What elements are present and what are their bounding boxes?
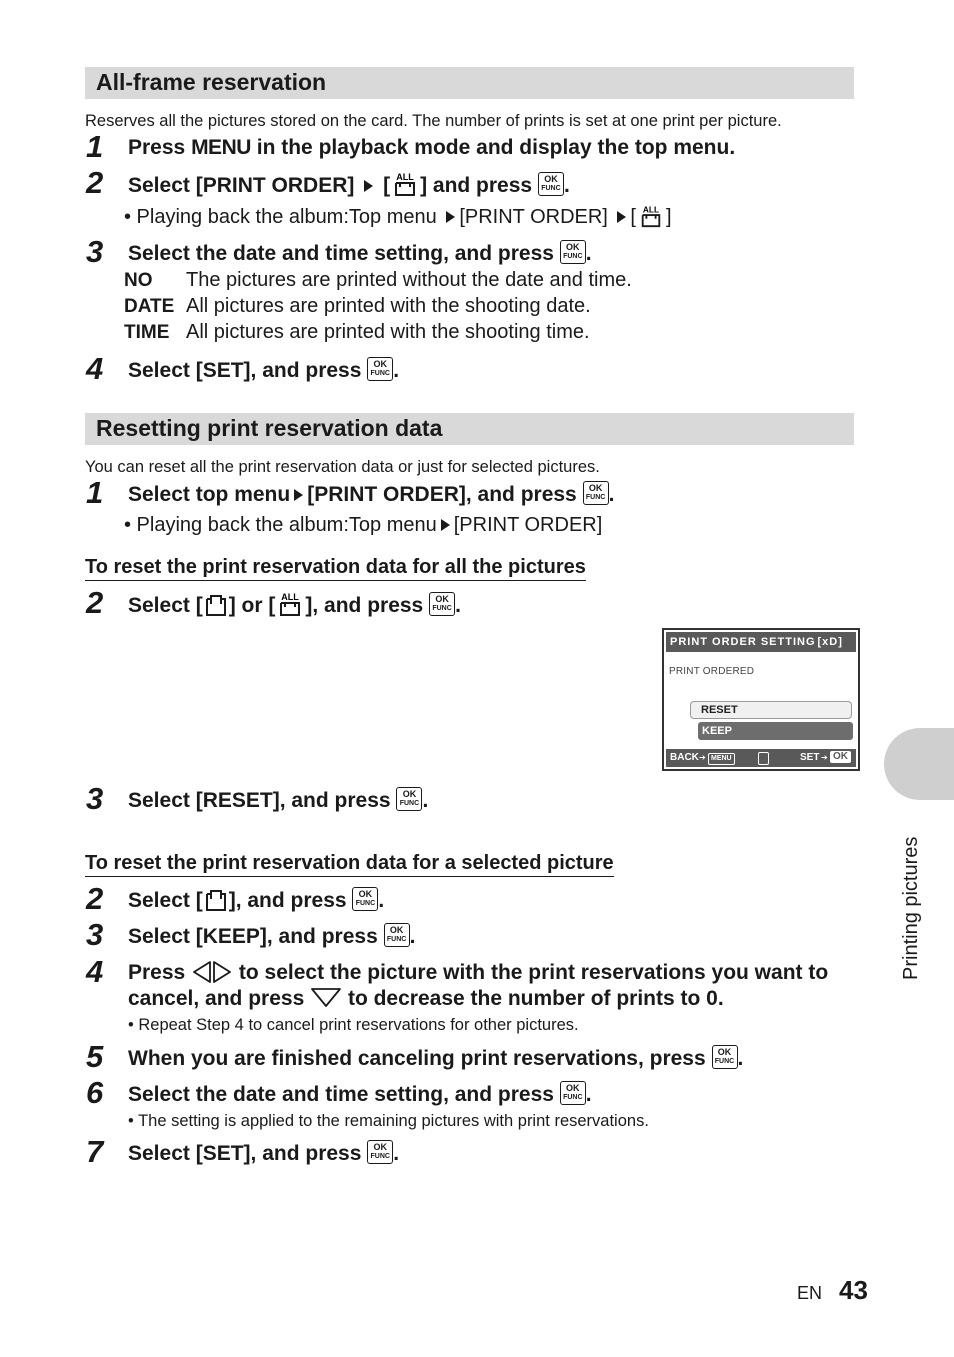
single-print-icon [203,593,229,617]
option-description: The pictures are printed without the date and time. [186,269,632,291]
page-number: 43 [839,1275,868,1305]
section-intro: You can reset all the print reservation data or just for selected pictures. [85,458,600,476]
step-number: 2 [86,165,104,200]
arrow-right-icon [617,211,626,223]
ok-func-button-icon: OK FUNC [367,357,393,381]
step-text: Select [ ], and press OK FUNC . [128,889,385,912]
ok-func-button-icon: OK FUNC [712,1045,738,1069]
step-number: 3 [86,781,104,816]
lcd-title-bar: PRINT ORDER SETTING [xD] [666,632,856,652]
lcd-status: PRINT ORDERED [669,666,755,677]
step-text: Select top menu [PRINT ORDER], and press OK FUNC . [128,483,615,506]
step-text: Press MENU in the playback mode and display the top menu. [128,136,736,159]
ok-func-button-icon: OK FUNC [352,887,378,911]
option-description: All pictures are printed with the shooting time. [186,321,590,343]
chapter-label: Printing pictures [900,836,922,980]
ok-func-button-icon: OK FUNC [538,172,564,196]
ok-func-button-icon: OK FUNC [396,787,422,811]
menu-key-icon: MENU [708,753,735,765]
menu-button-label: MENU [191,136,251,159]
all-print-icon [275,591,305,617]
step-number: 1 [86,475,104,510]
language-label: EN [797,1283,823,1303]
card-indicator: [xD] [817,636,843,648]
lcd-footer-bar: BACK ➔ MENU SET ➔ OK [666,749,856,767]
ok-func-button-icon: OK FUNC [560,240,586,264]
step-text: Select [ ] or [ ALL ], and press OK FUNC . [128,592,461,617]
ok-func-button-icon: OK FUNC [429,592,455,616]
step-text: Select [SET], and press OK FUNC . [128,359,400,382]
step-text: Press to select the picture with the print reservations you want to cancel, and press to decrease the number of prints to 0. [128,961,829,1010]
step-text: Select [RESET], and press OK FUNC . [128,789,429,812]
ok-func-button-icon: OK FUNC [367,1140,393,1164]
step-text: Select the date and time setting, and press OK FUNC . [128,242,592,265]
option-key: TIME [124,322,170,343]
all-print-icon [636,204,666,228]
step-text: When you are finished canceling print reservations, press OK FUNC . [128,1047,744,1070]
step-note: • Repeat Step 4 to cancel print reservations for other pictures. [128,1016,579,1034]
arrow-right-icon [364,180,373,192]
section-header-resetting [85,413,854,445]
lcd-option-reset[interactable]: RESET [690,701,852,719]
step-number: 5 [86,1039,104,1074]
subheading-all-pictures: To reset the print reservation data for all the pictures [85,556,586,581]
arrow-right-icon [294,489,303,501]
step-text: Select [SET], and press OK FUNC . [128,1142,400,1165]
up-down-arrows-icon [758,752,769,765]
ok-func-button-icon: OK FUNC [560,1081,586,1105]
arrow-right-icon: ➔ [699,753,706,762]
down-arrow-icon [310,986,342,1008]
step-note: • The setting is applied to the remaining pictures with print reservations. [128,1112,649,1130]
lcd-option-keep[interactable]: KEEP [698,722,853,740]
arrow-right-icon [441,519,450,531]
step-text: Select [PRINT ORDER] [ ALL ] and press OK FUNC . [128,172,570,197]
step-number: 4 [86,954,104,989]
step-number: 3 [86,917,104,952]
step-number: 4 [86,351,104,386]
ok-func-button-icon: OK FUNC [583,481,609,505]
option-key: DATE [124,296,175,317]
step-text: Select [KEEP], and press OK FUNC . [128,925,416,948]
subheading-selected-picture: To reset the print reservation data for a selected picture [85,852,614,877]
section-title: All-frame reservation [96,69,327,95]
option-description: All pictures are printed with the shooting date. [186,295,591,317]
step-number: 1 [86,129,104,164]
arrow-right-icon [446,211,455,223]
option-key: NO [124,270,153,291]
ok-key-icon: OK [830,751,851,763]
ok-func-button-icon: OK FUNC [384,923,410,947]
bullet-note: • Playing back the album:Top menu [PRINT ORDER] [124,514,603,536]
section-header-all-frame [85,67,854,99]
step-number: 2 [86,585,104,620]
camera-lcd-screen [662,628,860,771]
single-print-icon [203,888,229,912]
svg-text:ALL: ALL [396,172,414,182]
step-number: 2 [86,881,104,916]
step-number: 3 [86,234,104,269]
left-right-arrows-icon [191,960,233,984]
step-number: 7 [86,1134,104,1169]
svg-text:ALL: ALL [281,592,300,602]
step-number: 6 [86,1075,104,1110]
all-print-icon [390,171,420,197]
arrow-right-icon: ➔ [821,753,828,762]
chapter-tab [884,728,954,800]
svg-text:ALL: ALL [642,204,660,215]
section-title: Resetting print reservation data [96,415,443,441]
section-intro: Reserves all the pictures stored on the card. The number of prints is set at one print per picture. [85,112,782,130]
bullet-note: • Playing back the album:Top menu [PRINT ORDER] [ ALL ] [124,204,672,228]
step-text: Select the date and time setting, and press OK FUNC . [128,1083,592,1106]
